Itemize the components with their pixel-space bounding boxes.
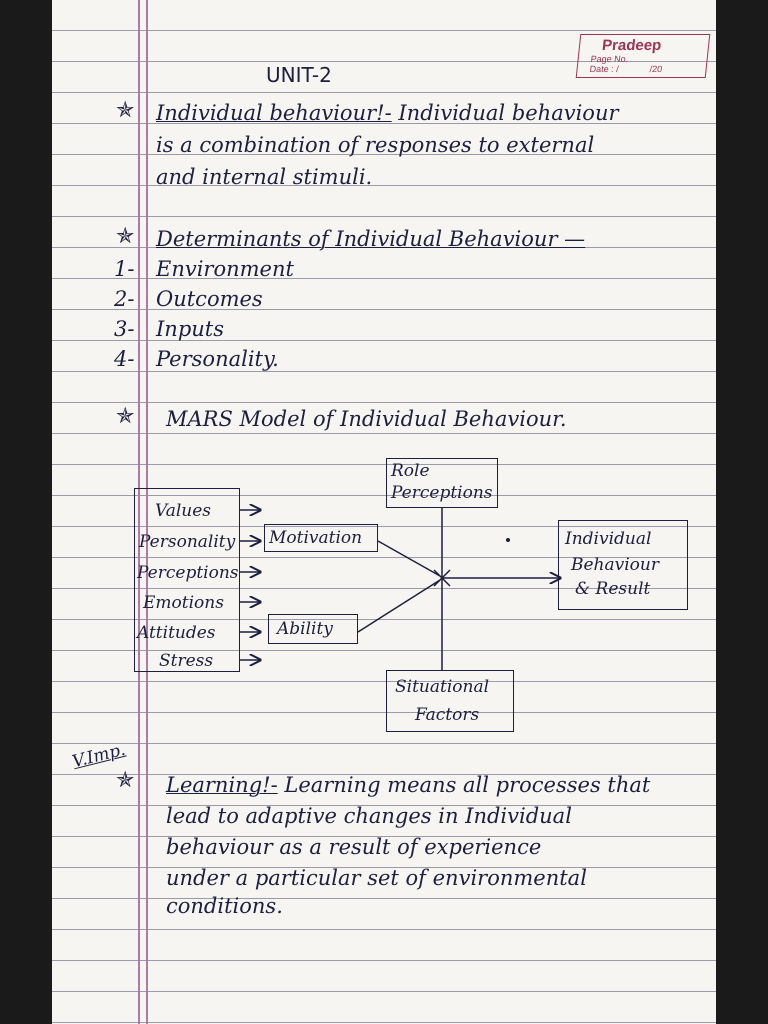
- mars-title: MARS Model of Individual Behaviour.: [166, 407, 567, 431]
- ib-title: Individual behaviour!-: [156, 101, 392, 125]
- outcome-box: [558, 520, 688, 610]
- determinant-num-4: 4-: [114, 347, 135, 371]
- factors-box: [134, 488, 240, 672]
- ib-line2: is a combination of responses to external: [156, 133, 595, 157]
- star-bullet-icon: ✯: [116, 404, 135, 429]
- stamp-brand: Pradeep: [601, 37, 663, 54]
- outcome-line2: Behaviour: [571, 555, 659, 575]
- vimp-note: V.Imp.: [70, 739, 128, 773]
- stamp-date: Date : /: [589, 64, 620, 74]
- role-perceptions-line2: Perceptions: [391, 483, 493, 503]
- ib-line1-rest: Individual behaviour: [398, 101, 619, 125]
- determinants-title: Determinants of Individual Behaviour —: [156, 227, 586, 251]
- situational-line1: Situational: [395, 677, 490, 697]
- motivation-connector: [378, 541, 440, 576]
- ability-label: Ability: [277, 619, 333, 639]
- page-heading: UNIT-2: [266, 63, 332, 87]
- factor-stress: Stress: [159, 651, 214, 671]
- ib-line3: and internal stimuli.: [156, 165, 373, 189]
- star-bullet-icon: ✯: [116, 224, 135, 249]
- factor-perceptions: Perceptions: [137, 563, 239, 583]
- star-bullet-icon: ✯: [116, 98, 135, 123]
- determinant-item-1: Environment: [156, 257, 294, 281]
- ability-box: [268, 614, 358, 644]
- determinant-num-2: 2-: [114, 287, 135, 311]
- factor-values: Values: [155, 501, 212, 521]
- factor-attitudes: Attitudes: [137, 623, 216, 643]
- determinant-item-4: Personality.: [156, 347, 279, 371]
- learning-line1-rest: Learning means all processes that: [284, 773, 651, 797]
- role-perceptions-box: [386, 458, 498, 508]
- factor-emotions: Emotions: [143, 593, 224, 613]
- learning-line1: [166, 772, 650, 798]
- learning-line5: conditions.: [166, 894, 283, 918]
- determinant-num-1: 1-: [114, 257, 135, 281]
- learning-line2: lead to adaptive changes in Individual: [166, 804, 572, 828]
- outcome-line3: & Result: [575, 579, 651, 599]
- role-perceptions-line1: Role: [391, 461, 430, 481]
- learning-line4: under a particular set of environmental: [166, 866, 587, 890]
- ink-dot: [506, 538, 510, 542]
- ability-connector: [358, 580, 440, 632]
- situational-line2: Factors: [415, 705, 480, 725]
- determinant-item-3: Inputs: [156, 317, 225, 341]
- situational-factors-box: [386, 670, 514, 732]
- learning-line3: behaviour as a result of experience: [166, 835, 542, 859]
- star-bullet-icon: ✯: [116, 768, 135, 793]
- motivation-label: Motivation: [269, 528, 363, 548]
- notebook-page: [52, 0, 716, 1024]
- outcome-line1: Individual: [565, 529, 652, 549]
- stamp-date-year: /20: [649, 64, 663, 74]
- motivation-box: [264, 524, 378, 552]
- learning-title: Learning!-: [166, 773, 278, 797]
- determinant-num-3: 3-: [114, 317, 135, 341]
- determinant-item-2: Outcomes: [156, 287, 263, 311]
- stamp-page-no: Page No.: [590, 54, 629, 64]
- factor-personality: Personality: [139, 532, 236, 552]
